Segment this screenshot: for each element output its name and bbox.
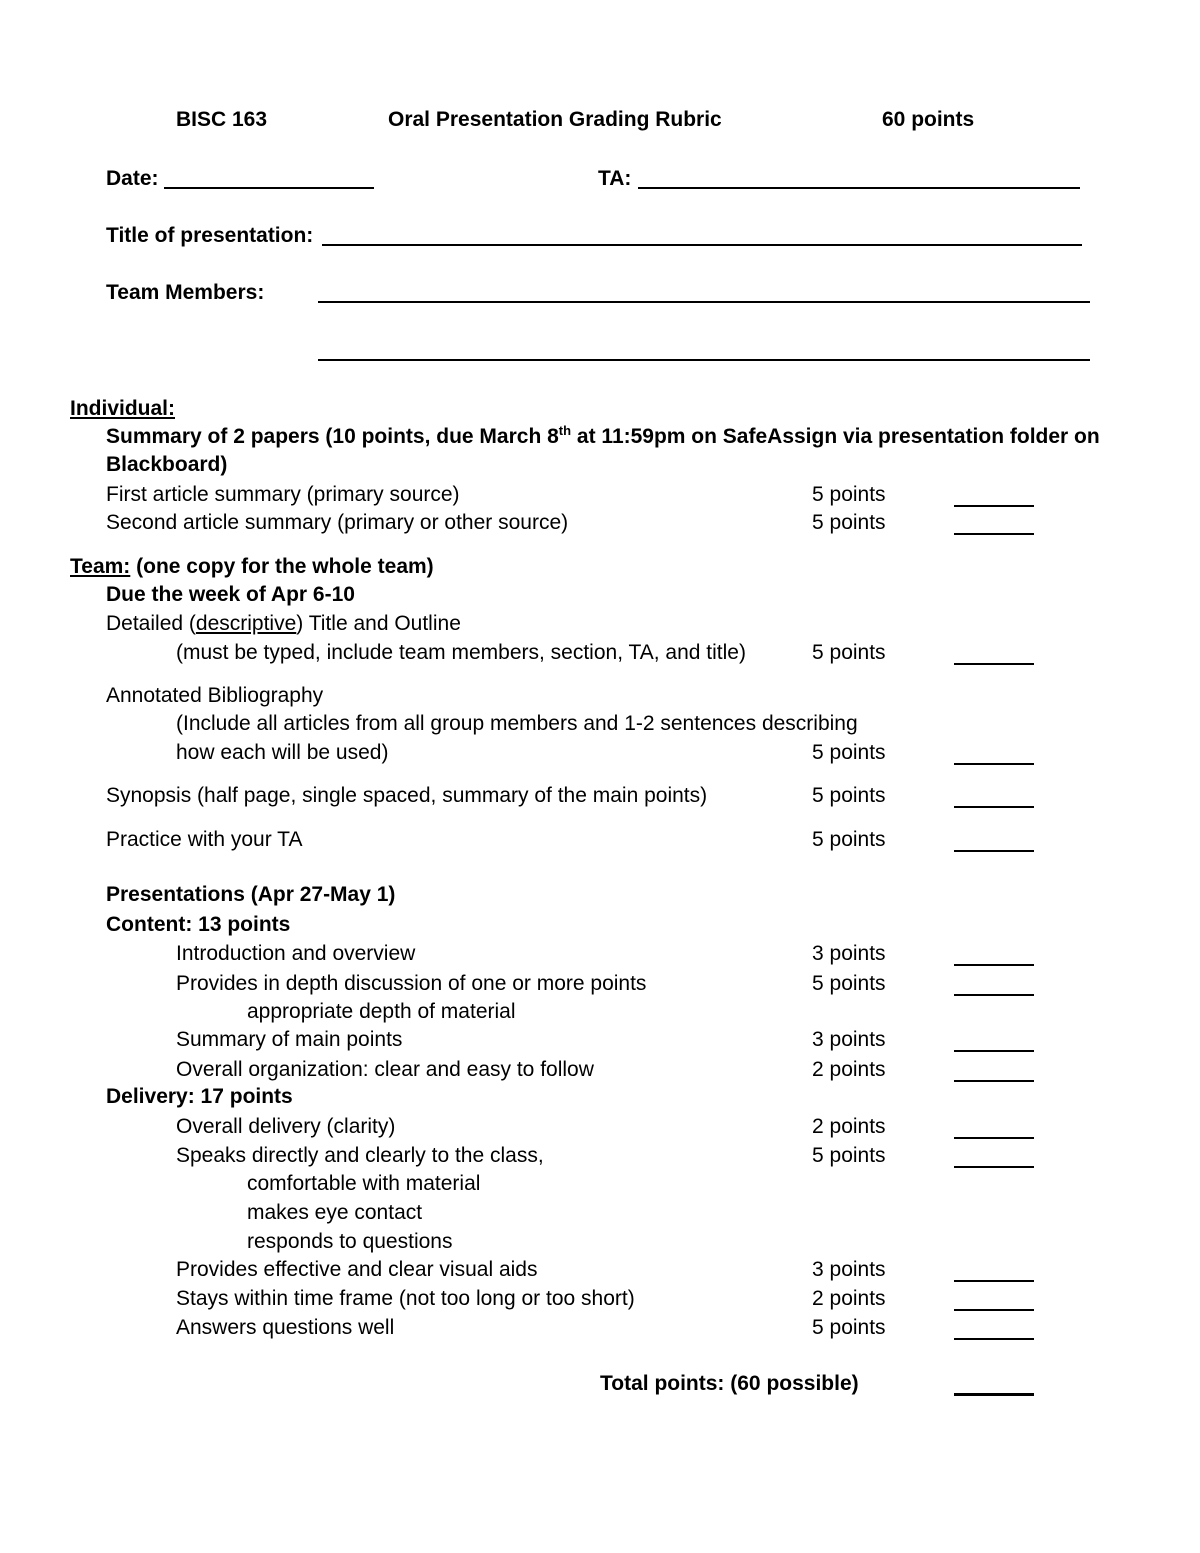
content-item-score[interactable] bbox=[954, 1050, 1034, 1052]
synopsis-points: 5 points bbox=[812, 784, 886, 807]
content-item-points: 3 points bbox=[812, 1028, 886, 1051]
second-article-score[interactable] bbox=[954, 533, 1034, 535]
delivery-item-label: Stays within time frame (not too long or too short) bbox=[176, 1287, 635, 1310]
date-label: Date: bbox=[106, 167, 159, 190]
delivery-item-label: Answers questions well bbox=[176, 1316, 395, 1339]
outline-points: 5 points bbox=[812, 641, 886, 664]
delivery-item-points: 2 points bbox=[812, 1115, 886, 1138]
bibliography-points: 5 points bbox=[812, 741, 886, 764]
outline-score[interactable] bbox=[954, 663, 1034, 665]
bibliography-score[interactable] bbox=[954, 763, 1034, 765]
practice-score[interactable] bbox=[954, 850, 1034, 852]
delivery-item-points: 2 points bbox=[812, 1287, 886, 1310]
content-item-score[interactable] bbox=[954, 994, 1034, 996]
date-field[interactable] bbox=[164, 187, 374, 189]
summary-requirement: Summary of 2 papers (10 points, due March 8th at 11:59pm on SafeAssign via presentation folder on bbox=[106, 423, 1100, 448]
ta-field[interactable] bbox=[638, 187, 1080, 189]
team-members-field-2[interactable] bbox=[318, 359, 1090, 361]
delivery-item-subpoint: responds to questions bbox=[247, 1230, 453, 1253]
total-points-label: Total points: (60 possible) bbox=[600, 1372, 859, 1395]
second-article-label: Second article summary (primary or other source) bbox=[106, 511, 569, 534]
practice-points: 5 points bbox=[812, 828, 886, 851]
team-members-field-1[interactable] bbox=[318, 301, 1090, 303]
content-item-points: 5 points bbox=[812, 972, 886, 995]
presentations-heading: Presentations (Apr 27-May 1) bbox=[106, 883, 396, 906]
content-item-subpoint: appropriate depth of material bbox=[247, 1000, 516, 1023]
document-title: Oral Presentation Grading Rubric bbox=[388, 108, 722, 131]
delivery-item-label: Speaks directly and clearly to the class, bbox=[176, 1144, 544, 1167]
team-due-date: Due the week of Apr 6-10 bbox=[106, 583, 355, 606]
delivery-item-label: Provides effective and clear visual aids bbox=[176, 1258, 538, 1281]
content-heading: Content: 13 points bbox=[106, 913, 291, 936]
bibliography-note-2: how each will be used) bbox=[176, 741, 389, 764]
ta-label: TA: bbox=[598, 167, 632, 190]
delivery-item-label: Overall delivery (clarity) bbox=[176, 1115, 396, 1138]
total-points-header: 60 points bbox=[882, 108, 975, 131]
delivery-item-subpoint: comfortable with material bbox=[247, 1172, 481, 1195]
delivery-heading: Delivery: 17 points bbox=[106, 1085, 293, 1108]
content-item-label: Overall organization: clear and easy to follow bbox=[176, 1058, 594, 1081]
first-article-label: First article summary (primary source) bbox=[106, 483, 460, 506]
summary-requirement-line2: Blackboard) bbox=[106, 453, 228, 476]
content-item-score[interactable] bbox=[954, 964, 1034, 966]
delivery-item-subpoint: makes eye contact bbox=[247, 1201, 423, 1224]
team-heading: Team: (one copy for the whole team) bbox=[70, 555, 434, 578]
first-article-score[interactable] bbox=[954, 505, 1034, 507]
content-item-label: Introduction and overview bbox=[176, 942, 416, 965]
outline-note: (must be typed, include team members, section, TA, and title) bbox=[176, 641, 746, 664]
delivery-item-score[interactable] bbox=[954, 1309, 1034, 1311]
delivery-item-points: 5 points bbox=[812, 1144, 886, 1167]
content-item-label: Summary of main points bbox=[176, 1028, 403, 1051]
content-item-points: 2 points bbox=[812, 1058, 886, 1081]
delivery-item-score[interactable] bbox=[954, 1166, 1034, 1168]
second-article-points: 5 points bbox=[812, 511, 886, 534]
content-item-points: 3 points bbox=[812, 942, 886, 965]
delivery-item-score[interactable] bbox=[954, 1280, 1034, 1282]
delivery-item-score[interactable] bbox=[954, 1338, 1034, 1340]
synopsis-score[interactable] bbox=[954, 806, 1034, 808]
synopsis-label: Synopsis (half page, single spaced, summary of the main points) bbox=[106, 784, 708, 807]
delivery-item-points: 5 points bbox=[812, 1316, 886, 1339]
practice-label: Practice with your TA bbox=[106, 828, 303, 851]
course-code: BISC 163 bbox=[176, 108, 268, 131]
content-item-score[interactable] bbox=[954, 1080, 1034, 1082]
content-item-label: Provides in depth discussion of one or more points bbox=[176, 972, 647, 995]
total-points-field[interactable] bbox=[954, 1393, 1034, 1396]
bibliography-label: Annotated Bibliography bbox=[106, 684, 324, 707]
bibliography-note-1: (Include all articles from all group members and 1-2 sentences describing bbox=[176, 712, 858, 735]
presentation-title-field[interactable] bbox=[322, 244, 1082, 246]
delivery-item-score[interactable] bbox=[954, 1137, 1034, 1139]
presentation-title-label: Title of presentation: bbox=[106, 224, 314, 247]
individual-heading: Individual: bbox=[70, 397, 175, 420]
team-members-label: Team Members: bbox=[106, 281, 265, 304]
first-article-points: 5 points bbox=[812, 483, 886, 506]
delivery-item-points: 3 points bbox=[812, 1258, 886, 1281]
outline-label: Detailed (descriptive) Title and Outline bbox=[106, 612, 461, 635]
